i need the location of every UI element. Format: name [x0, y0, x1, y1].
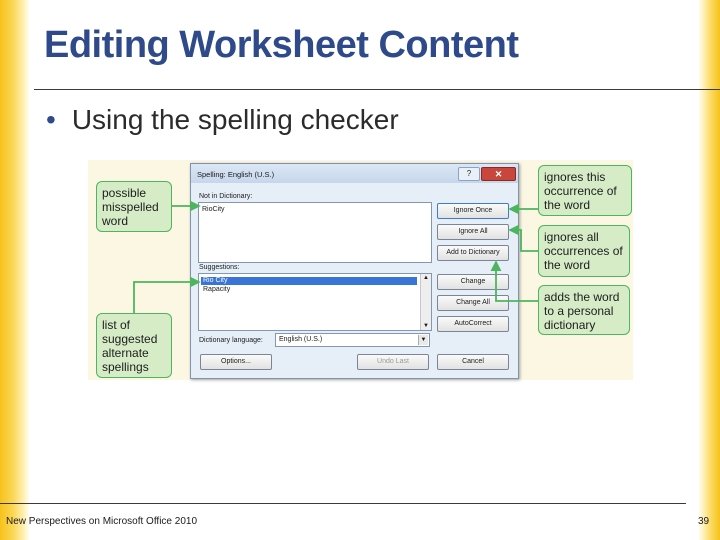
callout-suggested-spellings: list of suggested alternate spellings — [96, 313, 172, 378]
bullet-dot: • — [46, 104, 56, 135]
undo-last-button[interactable]: Undo Last — [357, 354, 429, 370]
close-icon[interactable]: ✕ — [481, 167, 516, 181]
suggestions-label: Suggestions: — [199, 264, 240, 271]
callout-ignore-once: ignores this occurrence of the word — [538, 165, 632, 216]
scroll-down-arrow-icon[interactable]: ▼ — [423, 323, 429, 329]
misspelled-word: RioCity — [202, 206, 225, 213]
question-mark-icon[interactable]: ? — [458, 167, 480, 181]
add-to-dictionary-button[interactable]: Add to Dictionary — [437, 245, 509, 261]
dictionary-language-select[interactable] — [275, 333, 430, 347]
footer-divider — [0, 503, 686, 504]
left-accent-bar — [0, 0, 30, 540]
bullet-text: Using the spelling checker — [71, 104, 399, 135]
footer-text: New Perspectives on Microsoft Office 2010 — [6, 516, 198, 527]
ignore-once-button[interactable]: Ignore Once — [437, 203, 509, 219]
dialog-titlebar — [191, 164, 518, 183]
spelling-dialog — [190, 163, 519, 379]
change-all-button[interactable]: Change All — [437, 295, 509, 311]
change-button[interactable]: Change — [437, 274, 509, 290]
not-in-dictionary-label: Not in Dictionary: — [199, 193, 253, 200]
scroll-up-arrow-icon[interactable]: ▲ — [423, 275, 429, 281]
not-in-dictionary-field[interactable] — [198, 202, 432, 263]
options-button[interactable]: Options... — [200, 354, 272, 370]
callout-possible-misspelled: possible misspelled word — [96, 181, 172, 232]
cancel-button[interactable]: Cancel — [437, 354, 509, 370]
suggestion-item[interactable]: Rapacity — [203, 286, 231, 293]
autocorrect-button[interactable]: AutoCorrect — [437, 316, 509, 332]
page-number: 39 — [698, 516, 710, 527]
bullet-item — [46, 104, 399, 136]
chevron-down-icon[interactable]: ▼ — [418, 335, 428, 345]
right-accent-bar — [698, 0, 720, 540]
ignore-all-button[interactable]: Ignore All — [437, 224, 509, 240]
suggestions-scrollbar[interactable] — [420, 274, 431, 330]
dictionary-language-value: English (U.S.) — [279, 336, 323, 343]
dialog-title: Spelling: English (U.S.) — [197, 170, 275, 179]
title-divider — [34, 89, 720, 90]
dictionary-language-label: Dictionary language: — [199, 337, 263, 344]
suggestions-list[interactable] — [198, 273, 432, 331]
callout-ignore-all: ignores all occurrences of the word — [538, 225, 630, 277]
slide-title: Editing Worksheet Content — [44, 24, 519, 66]
suggestion-item-selected[interactable]: Rio City — [201, 277, 417, 285]
callout-add-to-dictionary: adds the word to a personal dictionary — [538, 285, 630, 335]
